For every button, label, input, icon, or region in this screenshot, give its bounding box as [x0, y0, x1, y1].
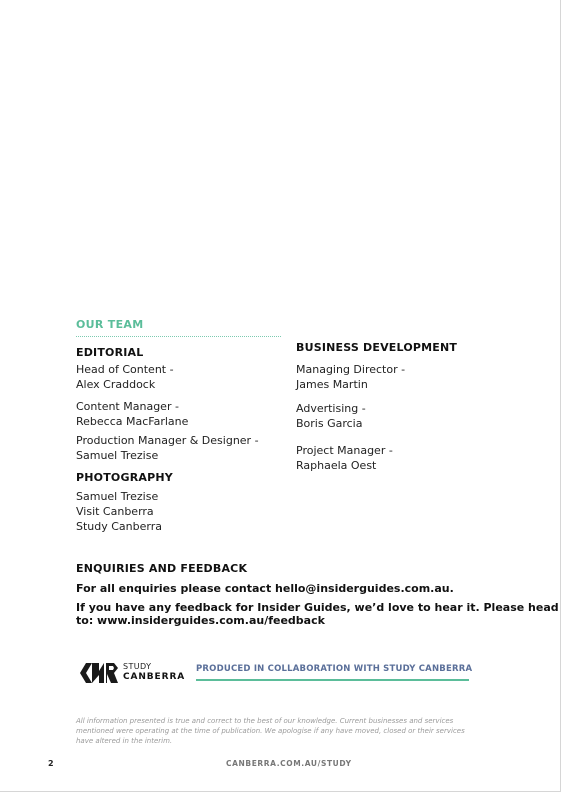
role-label: Head of Content - [76, 363, 174, 376]
editorial-entry-head-of-content [76, 362, 174, 392]
photography-heading: PHOTOGRAPHY [76, 471, 173, 484]
feedback-line: If you have any feedback for Insider Guides, we’d love to hear it. Please head [76, 601, 559, 614]
role-label: Content Manager - [76, 400, 179, 413]
photo-credit: Samuel Trezise [76, 490, 159, 503]
logo-study-text: STUDY [123, 662, 152, 671]
footer-url: CANBERRA.COM.AU/STUDY [226, 759, 352, 768]
disclaimer-line: have altered in the interim. [76, 737, 173, 745]
editorial-entry-content-manager [76, 399, 188, 429]
person-name: James Martin [296, 378, 368, 391]
editorial-entry-production-manager [76, 433, 259, 463]
logo-canberra-text: CANBERRA [123, 672, 186, 682]
editorial-heading: EDITORIAL [76, 346, 144, 359]
business-entry-advertising [296, 401, 366, 431]
role-label: Project Manager - [296, 444, 393, 457]
photo-credit: Study Canberra [76, 520, 162, 533]
role-label: Production Manager & Designer - [76, 434, 259, 447]
feedback-text [76, 602, 559, 627]
enquiries-contact-text: For all enquiries please contact hello@insiderguides.com.au. [76, 582, 454, 595]
role-label: Advertising - [296, 402, 366, 415]
photo-credit: Visit Canberra [76, 505, 154, 518]
business-entry-managing-director [296, 362, 405, 392]
collaboration-underline [196, 679, 469, 681]
role-label: Managing Director - [296, 363, 406, 376]
disclaimer-text [76, 716, 496, 746]
our-team-dotted-divider [76, 336, 281, 337]
collaboration-credit: PRODUCED IN COLLABORATION WITH STUDY CANBERRA [196, 664, 473, 674]
person-name: Alex Craddock [76, 378, 156, 391]
enquiries-heading: ENQUIRIES AND FEEDBACK [76, 562, 248, 575]
person-name: Raphaela Oest [296, 459, 377, 472]
disclaimer-line: mentioned were operating at the time of publication. We apologise if any have moved, closed or their services [76, 727, 465, 735]
page-number: 2 [48, 759, 54, 768]
study-canberra-logo-icon [80, 663, 118, 683]
disclaimer-line: All information presented is true and correct to the best of our knowledge. Current businesses and services [76, 717, 454, 725]
photography-credits [76, 489, 162, 534]
business-entry-project-manager [296, 443, 393, 473]
feedback-line: to: www.insiderguides.com.au/feedback [76, 613, 325, 627]
our-team-heading: OUR TEAM [76, 318, 144, 331]
person-name: Rebecca MacFarlane [76, 415, 189, 428]
person-name: Samuel Trezise [76, 449, 159, 462]
person-name: Boris Garcia [296, 417, 363, 430]
business-development-heading: BUSINESS DEVELOPMENT [296, 341, 458, 354]
